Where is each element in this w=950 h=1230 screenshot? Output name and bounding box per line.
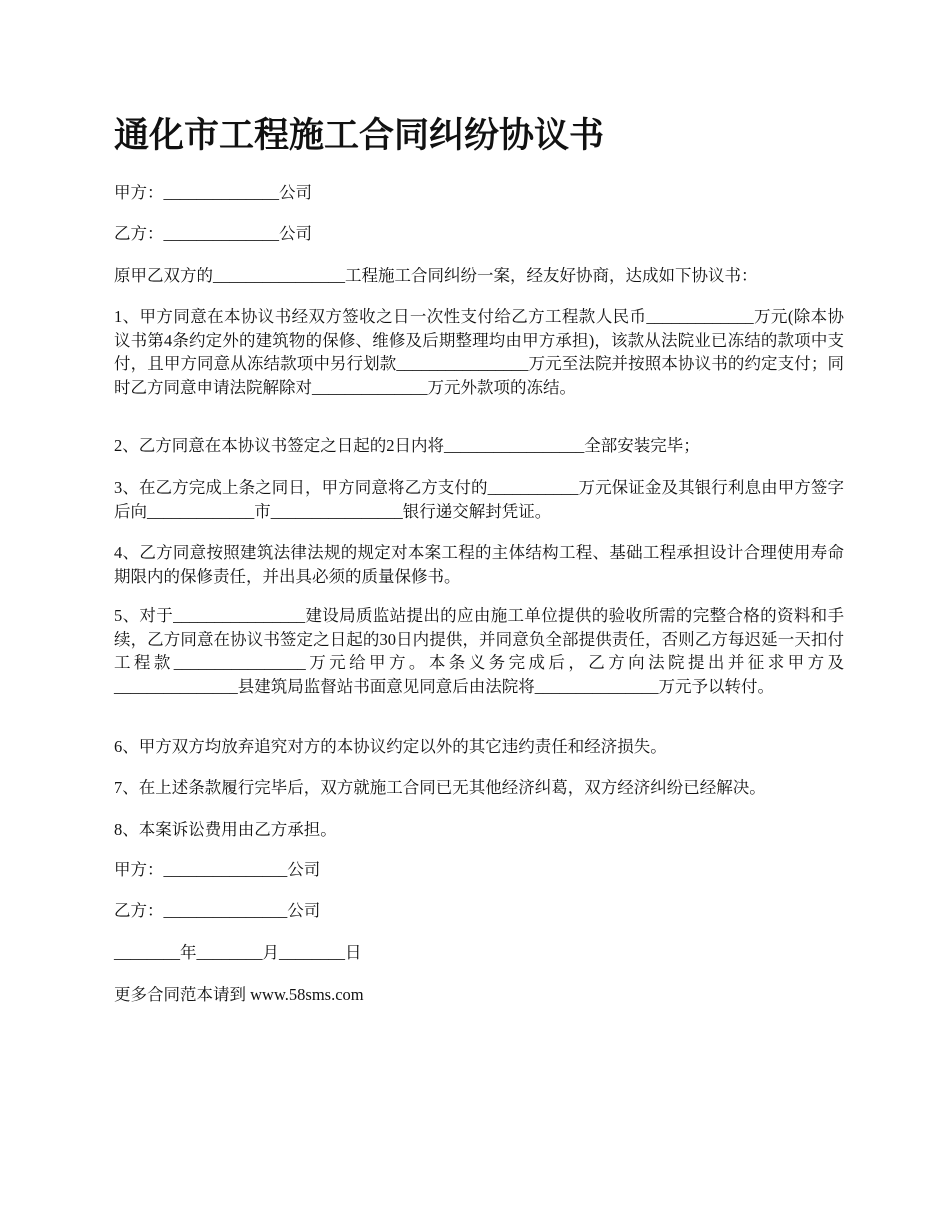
clause-6: 6、甲方双方均放弃追究对方的本协议约定以外的其它违约责任和经济损失。 xyxy=(114,737,667,756)
signature-party-b: 乙方：_______________公司 xyxy=(114,901,321,920)
intro-paragraph: 原甲乙双方的________________工程施工合同纠纷一案，经友好协商，达成如下协议书： xyxy=(114,266,758,285)
date-line: ________年________月________日 xyxy=(114,943,362,962)
clause-4: 4、乙方同意按照建筑法律法规的规定对本案工程的主体结构工程、基础工程承担设计合理使用寿命期限内的保修责任，并出具必须的质量保修书。 xyxy=(114,543,844,586)
clause-8: 8、本案诉讼费用由乙方承担。 xyxy=(114,820,337,839)
party-a-line: 甲方：______________公司 xyxy=(114,183,312,202)
clause-5: 5、对于________________建设局质监站提出的应由施工单位提供的验收所需的完整合格的资料和手续，乙方同意在协议书签定之日起的30日内提供，并同意负全部提供责任，否则乙方每迟延一天扣付工程款________________万元给甲方。本条义务完成后，乙方向法院提出并征求甲方及_______________县建筑局监督站书面意见同意后由法院将_______________万元予以转付。 xyxy=(114,606,844,696)
footer-note: 更多合同范本请到 www.58sms.com xyxy=(114,985,364,1004)
clause-1: 1、甲方同意在本协议书经双方签收之日一次性支付给乙方工程款人民币_____________万元(除本协议书第4条约定外的建筑物的保修、维修及后期整理均由甲方承担)，该款从法院业已冻结的款项中支付，且甲方同意从冻结款项中另行划款________________万元至法院并按照本协议书的约定支付；同时乙方同意申请法院解除对______________万元外款项的冻结。 xyxy=(114,307,844,397)
signature-party-a: 甲方：_______________公司 xyxy=(114,860,321,879)
clause-2: 2、乙方同意在本协议书签定之日起的2日内将_________________全部安装完毕； xyxy=(114,436,700,455)
document-title: 通化市工程施工合同纠纷协议书 xyxy=(114,116,605,156)
clause-3: 3、在乙方完成上条之同日，甲方同意将乙方支付的___________万元保证金及其银行利息由甲方签字后向_____________市________________银行递交解封凭证。 xyxy=(114,478,844,521)
party-b-line: 乙方：______________公司 xyxy=(114,224,312,243)
clause-7: 7、在上述条款履行完毕后，双方就施工合同已无其他经济纠葛，双方经济纠纷已经解决。 xyxy=(114,778,766,797)
